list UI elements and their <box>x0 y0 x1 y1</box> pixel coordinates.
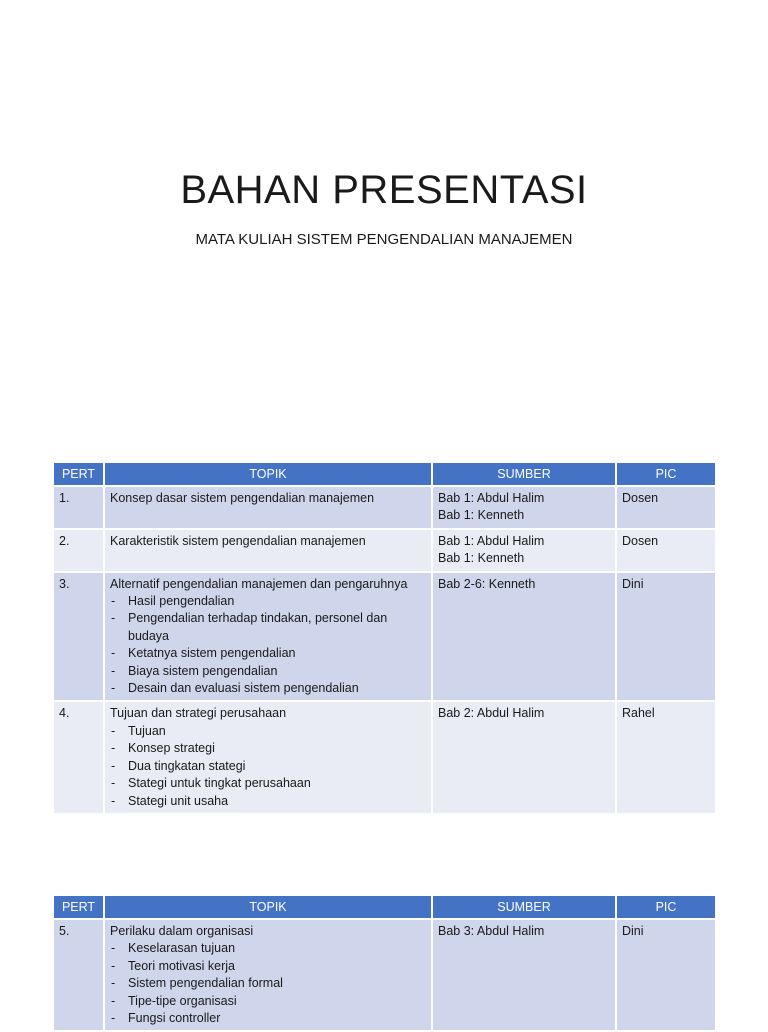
source-line: Bab 1: Abdul Halim <box>438 533 545 548</box>
topic-title: Perilaku dalam organisasi <box>110 924 254 938</box>
topic-title: Karakteristik sistem pengendalian manajemen <box>110 533 366 548</box>
header-sumber: SUMBER <box>432 463 616 486</box>
source-line: Bab 1: Kenneth <box>438 508 525 523</box>
list-item: - Pengendalian terhadap tindakan, personel dan budaya <box>110 610 426 645</box>
table-row <box>54 701 715 813</box>
list-item: - Sistem pengendalian formal <box>110 975 426 992</box>
page-subtitle: MATA KULIAH SISTEM PENGENDALIAN MANAJEMEN <box>195 231 573 248</box>
cell-pert: 3. <box>54 572 104 702</box>
schedule-table-2 <box>54 896 715 1032</box>
list-item: - Stategi unit usaha <box>110 793 426 810</box>
cell-pert: 4. <box>54 701 104 813</box>
table-row <box>54 572 715 702</box>
cell-pic: Dosen <box>616 529 715 572</box>
cell-sumber <box>432 701 616 813</box>
topic-title: Konsep dasar sistem pengendalian manajemen <box>110 491 375 505</box>
list-item: - Konsep strategi <box>110 740 426 757</box>
list-item: - Hasil pengendalian <box>110 593 426 610</box>
cell-pert: 2. <box>54 529 104 572</box>
table-row <box>54 486 715 529</box>
header-sumber: SUMBER <box>432 896 616 919</box>
cell-topik <box>104 486 432 529</box>
cell-pert: 5. <box>54 919 104 1031</box>
header-pic: PIC <box>616 896 715 919</box>
source-line: Bab 3: Abdul Halim <box>438 924 545 938</box>
cell-sumber <box>432 486 616 529</box>
list-item: - Ketatnya sistem pengendalian <box>110 645 426 662</box>
topic-bullets <box>110 723 426 810</box>
table-header-row <box>54 896 715 919</box>
list-item: - Stategi untuk tingkat perusahaan <box>110 775 426 792</box>
table-header-row <box>54 463 715 486</box>
source-line: Bab 1: Kenneth <box>438 551 525 566</box>
list-item: - Teori motivasi kerja <box>110 958 426 975</box>
header-pic: PIC <box>616 463 715 486</box>
list-item: - Biaya sistem pengendalian <box>110 663 426 680</box>
schedule-table-1 <box>54 463 715 815</box>
list-item: - Dua tingkatan stategi <box>110 758 426 775</box>
cell-sumber <box>432 572 616 702</box>
cell-topik <box>104 701 432 813</box>
cell-pic: Dini <box>616 919 715 1031</box>
header-pert: PERT <box>54 896 104 919</box>
cell-pic: Rahel <box>616 701 715 813</box>
topic-bullets <box>110 593 426 697</box>
source-line: Bab 2: Abdul Halim <box>438 706 545 721</box>
list-item: - Keselarasan tujuan <box>110 940 426 957</box>
page-title: BAHAN PRESENTASI <box>180 168 588 212</box>
cell-pic: Dini <box>616 572 715 702</box>
cell-sumber <box>432 919 616 1031</box>
table-row <box>54 529 715 572</box>
cell-topik <box>104 919 432 1031</box>
cell-topik <box>104 529 432 572</box>
list-item: - Fungsi controller <box>110 1010 426 1027</box>
header-pert: PERT <box>54 463 104 486</box>
source-line: Bab 2-6: Kenneth <box>438 576 536 591</box>
cell-pic: Dosen <box>616 486 715 529</box>
cell-topik <box>104 572 432 702</box>
source-line: Bab 1: Abdul Halim <box>438 491 545 505</box>
topic-title: Alternatif pengendalian manajemen dan pengaruhnya <box>110 576 408 591</box>
cell-sumber <box>432 529 616 572</box>
topic-bullets <box>110 940 426 1027</box>
header-topik: TOPIK <box>104 896 432 919</box>
cell-pert: 1. <box>54 486 104 529</box>
topic-title: Tujuan dan strategi perusahaan <box>110 706 287 721</box>
list-item: - Desain dan evaluasi sistem pengendalian <box>110 680 426 697</box>
table-row <box>54 919 715 1031</box>
list-item: - Tujuan <box>110 723 426 740</box>
header-topik: TOPIK <box>104 463 432 486</box>
list-item: - Tipe-tipe organisasi <box>110 993 426 1010</box>
